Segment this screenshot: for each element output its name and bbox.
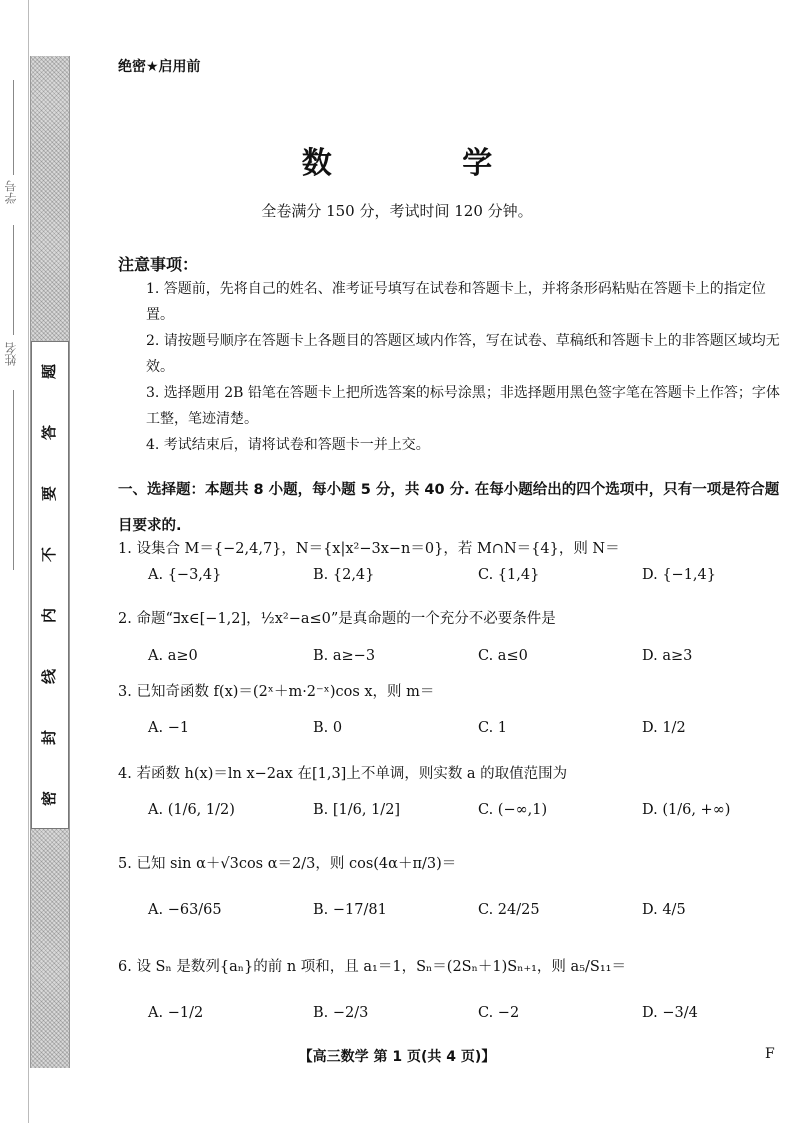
- page-footer: 【高三数学 第 1 页(共 4 页)】: [298, 1049, 496, 1065]
- option-d: D. (1/6, +∞): [642, 802, 731, 818]
- seal-char: 答: [40, 424, 59, 441]
- seal-char: 不: [40, 546, 59, 563]
- seal-char: 题: [40, 363, 59, 380]
- option-b: B. −17/81: [313, 902, 387, 918]
- notice-list: [146, 276, 782, 458]
- page-title: 数 学: [301, 146, 553, 181]
- option-a: A. −63/65: [148, 902, 222, 918]
- option-b: B. a≥−3: [313, 648, 376, 664]
- option-a: A. (1/6, 1/2): [148, 802, 235, 818]
- option-c: C. {1,4}: [478, 567, 540, 583]
- question-stem: 1. 设集合 M＝{−2,4,7}，N＝{x|x²−3x−n＝0}，若 M∩N＝{4}，则 N＝: [118, 541, 620, 557]
- seal-char: 内: [40, 607, 59, 624]
- notice-item: 4. 考试结束后，请将试卷和答题卡一并上交。: [146, 437, 430, 453]
- seal-char: 密: [40, 790, 59, 807]
- option-a: A. −1: [148, 720, 190, 736]
- option-d: D. {−1,4}: [642, 567, 716, 583]
- question-stem: 2. 命题“∃x∈[−1,2]，½x²−a≤0”是真命题的一个充分不必要条件是: [118, 611, 556, 627]
- option-a: A. −1/2: [148, 1005, 204, 1021]
- margin-label-student-id: 学号: [4, 180, 18, 204]
- seal-char: 线: [40, 668, 59, 685]
- margin-line: [13, 390, 14, 570]
- question-stem: 5. 已知 sin α＋√3cos α＝2/3，则 cos(4α＋π/3)＝: [118, 856, 457, 872]
- option-c: C. 24/25: [478, 902, 540, 918]
- question-stem: 3. 已知奇函数 f(x)＝(2ˣ＋m·2⁻ˣ)cos x，则 m＝: [118, 684, 435, 700]
- option-a: A. a≥0: [148, 648, 198, 664]
- option-d: D. 1/2: [642, 720, 686, 736]
- option-c: C. −2: [478, 1005, 520, 1021]
- notice-heading: 注意事项：: [118, 255, 199, 274]
- notice-item: 3. 选择题用 2B 铅笔在答题卡上把所选答案的标号涂黑；非选择题用黑色签字笔在答题卡上作答；字体工整，笔迹清楚。: [146, 385, 780, 427]
- option-b: B. −2/3: [313, 1005, 369, 1021]
- question-stem: 6. 设 Sₙ 是数列{aₙ}的前 n 项和，且 a₁＝1，Sₙ＝(2Sₙ＋1)Sₙ₊₁，则 a₅/S₁₁＝: [118, 959, 626, 975]
- option-b: B. {2,4}: [313, 567, 375, 583]
- question-stem: 4. 若函数 h(x)＝ln x−2ax 在[1,3]上不单调，则实数 a 的取值范围为: [118, 766, 568, 782]
- notice-item: 1. 答题前，先将自己的姓名、准考证号填写在试卷和答题卡上，并将条形码粘贴在答题卡上的指定位置。: [146, 281, 766, 323]
- corner-mark: F: [765, 1046, 775, 1062]
- option-c: C. (−∞,1): [478, 802, 548, 818]
- margin-label-name: 姓名: [4, 342, 18, 366]
- confidential-note: 绝密★启用前: [118, 59, 201, 75]
- option-c: C. a≤0: [478, 648, 528, 664]
- seal-text-box: [31, 341, 69, 829]
- option-d: D. −3/4: [642, 1005, 698, 1021]
- option-a: A. {−3,4}: [148, 567, 222, 583]
- option-b: B. [1/6, 1/2]: [313, 802, 401, 818]
- option-b: B. 0: [313, 720, 343, 736]
- exam-info: 全卷满分 150 分，考试时间 120 分钟。: [261, 202, 533, 220]
- margin-line: [13, 225, 14, 335]
- notice-item: 2. 请按题号顺序在答题卡上各题目的答题区域内作答，写在试卷、草稿纸和答题卡上的非答题区域均无效。: [146, 333, 780, 375]
- option-d: D. a≥3: [642, 648, 693, 664]
- section-heading: 一、选择题：本题共 8 小题，每小题 5 分，共 40 分. 在每小题给出的四个选项中，只有一项是符合题目要求的.: [118, 482, 780, 534]
- option-d: D. 4/5: [642, 902, 686, 918]
- seal-char: 要: [40, 485, 59, 502]
- seal-char: 封: [40, 729, 59, 746]
- option-c: C. 1: [478, 720, 508, 736]
